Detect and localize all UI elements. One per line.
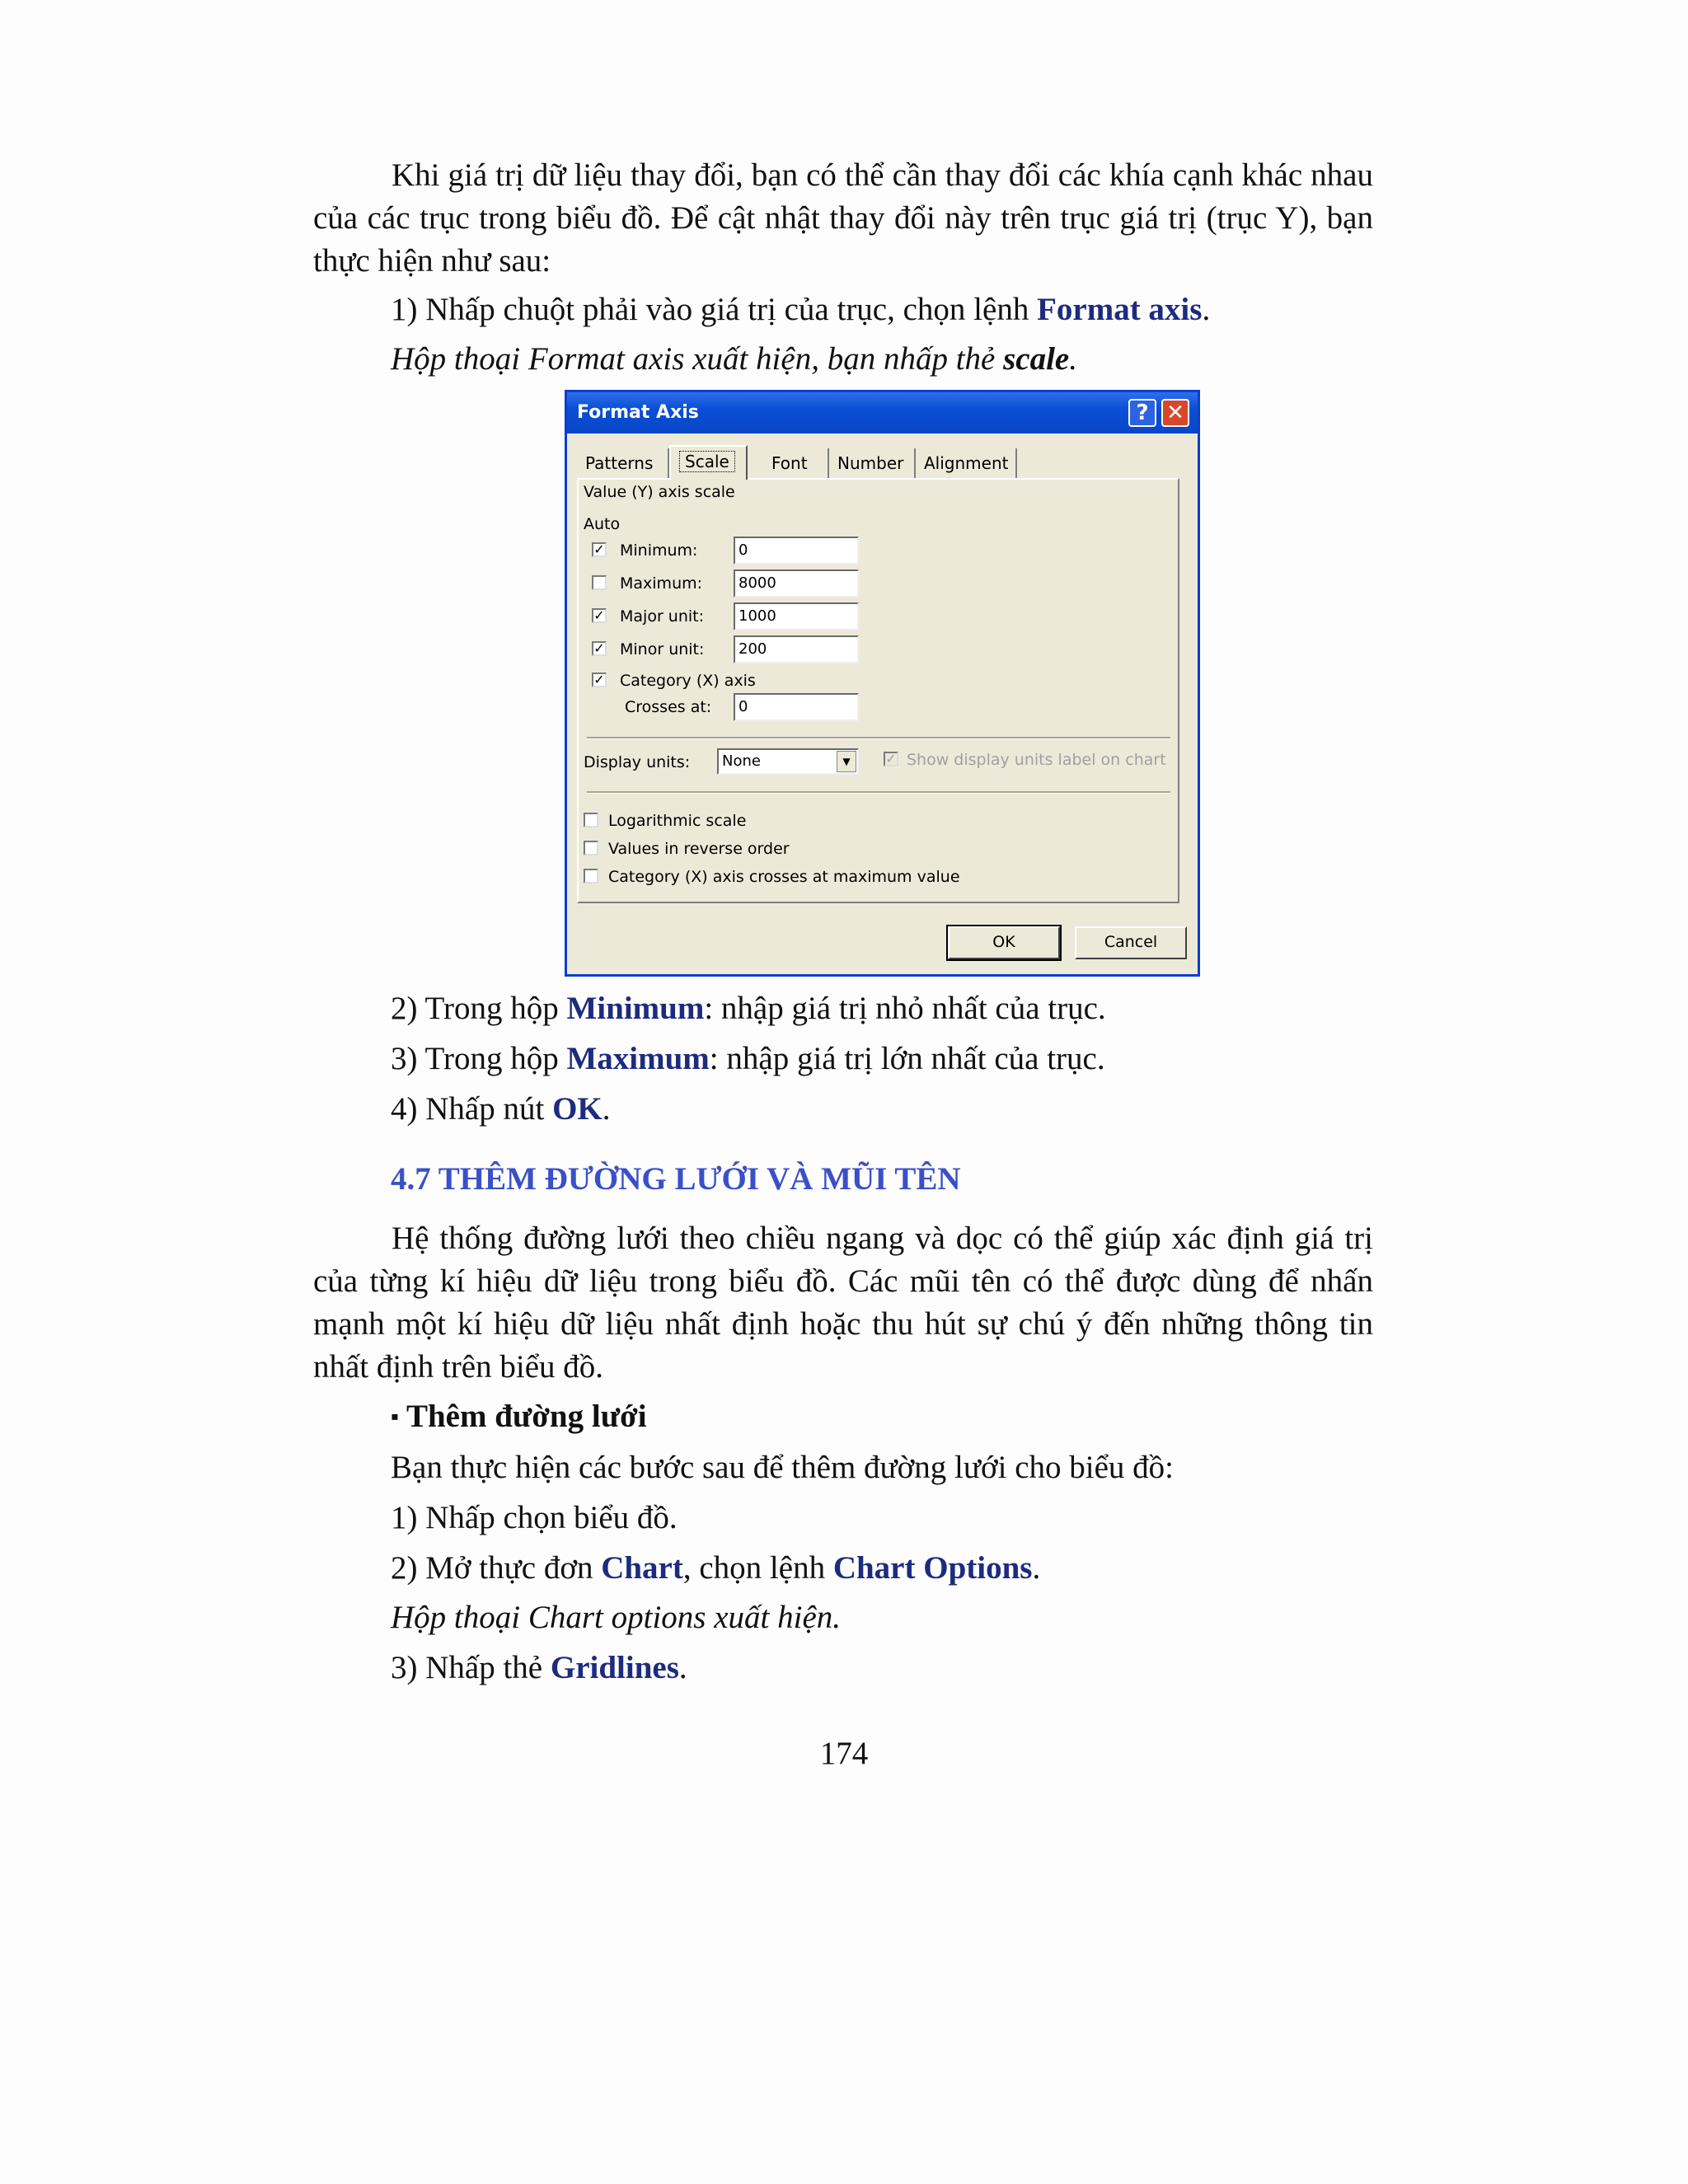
minimum-label: Minimum: xyxy=(620,541,698,560)
tab-number[interactable]: Number xyxy=(829,448,916,478)
intro-paragraph: Khi giá trị dữ liệu thay đổi, bạn có thể cần thay đổi các khía cạnh khác nhau của các trục trong biểu đồ. Để cật nhật thay đổi này trên trục giá trị (trục Y), bạn thực hiện như sau: xyxy=(313,157,1373,279)
reverse-order-checkbox[interactable] xyxy=(584,841,598,855)
dialog-title: Format Axis xyxy=(577,402,699,423)
step-4: 4) Nhấp nút OK. xyxy=(391,1091,611,1127)
step-2: 2) Trong hộp Minimum: nhập giá trị nhỏ nhất của trục. xyxy=(391,991,1106,1026)
dialog-titlebar xyxy=(567,392,1198,434)
reverse-order-label: Values in reverse order xyxy=(608,840,790,858)
chevron-down-icon: ▼ xyxy=(837,751,856,772)
show-units-label: Show display units label on chart xyxy=(907,751,1166,769)
crosses-at-label: Crosses at: xyxy=(625,698,712,716)
minor-unit-auto-checkbox[interactable]: ✓ xyxy=(592,641,607,656)
major-unit-input[interactable]: 1000 xyxy=(734,602,859,630)
category-axis-auto-checkbox[interactable]: ✓ xyxy=(592,673,607,687)
show-units-checkbox[interactable]: ✓ xyxy=(884,752,898,766)
major-unit-auto-checkbox[interactable]: ✓ xyxy=(592,608,607,623)
cancel-button[interactable]: Cancel xyxy=(1075,926,1187,959)
display-units-select[interactable]: None ▼ xyxy=(717,748,859,775)
section-title: Value (Y) axis scale xyxy=(584,483,735,501)
step-1: 1) Nhấp chuột phải vào giá trị của trục, chọn lệnh Format axis. xyxy=(391,292,1211,327)
major-unit-label: Major unit: xyxy=(620,607,705,626)
log-scale-label: Logarithmic scale xyxy=(608,812,747,830)
format-axis-dialog xyxy=(565,390,1200,977)
sub-heading: ▪ Thêm đường lưới xyxy=(391,1399,647,1434)
category-axis-label: Category (X) axis xyxy=(620,672,756,690)
cross-max-label: Category (X) axis crosses at maximum value xyxy=(608,868,960,886)
maximum-auto-checkbox[interactable] xyxy=(592,575,607,590)
separator xyxy=(587,791,1170,794)
step-3: 3) Trong hộp Maximum: nhập giá trị lớn nhất của trục. xyxy=(391,1041,1105,1076)
bullet-icon: ▪ xyxy=(391,1404,399,1430)
maximum-label: Maximum: xyxy=(620,574,703,593)
dialog-note: Hộp thoại Format axis xuất hiện, bạn nhấp thẻ scale. xyxy=(391,341,1077,377)
minimum-auto-checkbox[interactable]: ✓ xyxy=(592,542,607,557)
log-scale-checkbox[interactable] xyxy=(584,813,598,827)
instruction-line: Bạn thực hiện các bước sau để thêm đường lưới cho biểu đồ: xyxy=(391,1450,1175,1485)
scale-panel xyxy=(577,478,1179,903)
section-paragraph: Hệ thống đường lưới theo chiều ngang và dọc có thể giúp xác định giá trị của từng kí hiệu dữ liệu trong biểu đồ. Các mũi tên có thể được dùng để nhấn mạnh một kí hiệu dữ liệu nhất định hoặc thu hút sự chú ý đến những thông tin nhất định trên biểu đồ. xyxy=(313,1221,1373,1385)
auto-label: Auto xyxy=(584,515,621,533)
display-units-label: Display units: xyxy=(584,753,691,771)
grid-dialog-note: Hộp thoại Chart options xuất hiện. xyxy=(391,1600,841,1635)
help-button[interactable]: ? xyxy=(1128,399,1156,427)
tab-patterns[interactable]: Patterns xyxy=(577,448,669,478)
minimum-input[interactable]: 0 xyxy=(734,537,859,565)
tab-scale[interactable]: Scale xyxy=(669,445,748,480)
ok-button[interactable]: OK xyxy=(948,926,1060,959)
crosses-at-input[interactable]: 0 xyxy=(734,693,859,721)
page-number: 174 xyxy=(819,1736,869,1771)
tab-font[interactable]: Font xyxy=(753,448,829,478)
grid-step-2: 2) Mở thực đơn Chart, chọn lệnh Chart Options. xyxy=(391,1550,1041,1586)
section-heading: 4.7 THÊM ĐƯỜNG LƯỚI VÀ MŨI TÊN xyxy=(391,1161,961,1197)
minor-unit-input[interactable]: 200 xyxy=(734,635,859,663)
grid-step-3: 3) Nhấp thẻ Gridlines. xyxy=(391,1650,687,1685)
tab-alignment[interactable]: Alignment xyxy=(916,448,1017,478)
maximum-input[interactable]: 8000 xyxy=(734,569,859,598)
separator xyxy=(587,737,1170,739)
close-button[interactable]: ✕ xyxy=(1161,399,1189,427)
cross-max-checkbox[interactable] xyxy=(584,869,598,883)
minor-unit-label: Minor unit: xyxy=(620,640,705,658)
grid-step-1: 1) Nhấp chọn biểu đồ. xyxy=(391,1500,678,1535)
